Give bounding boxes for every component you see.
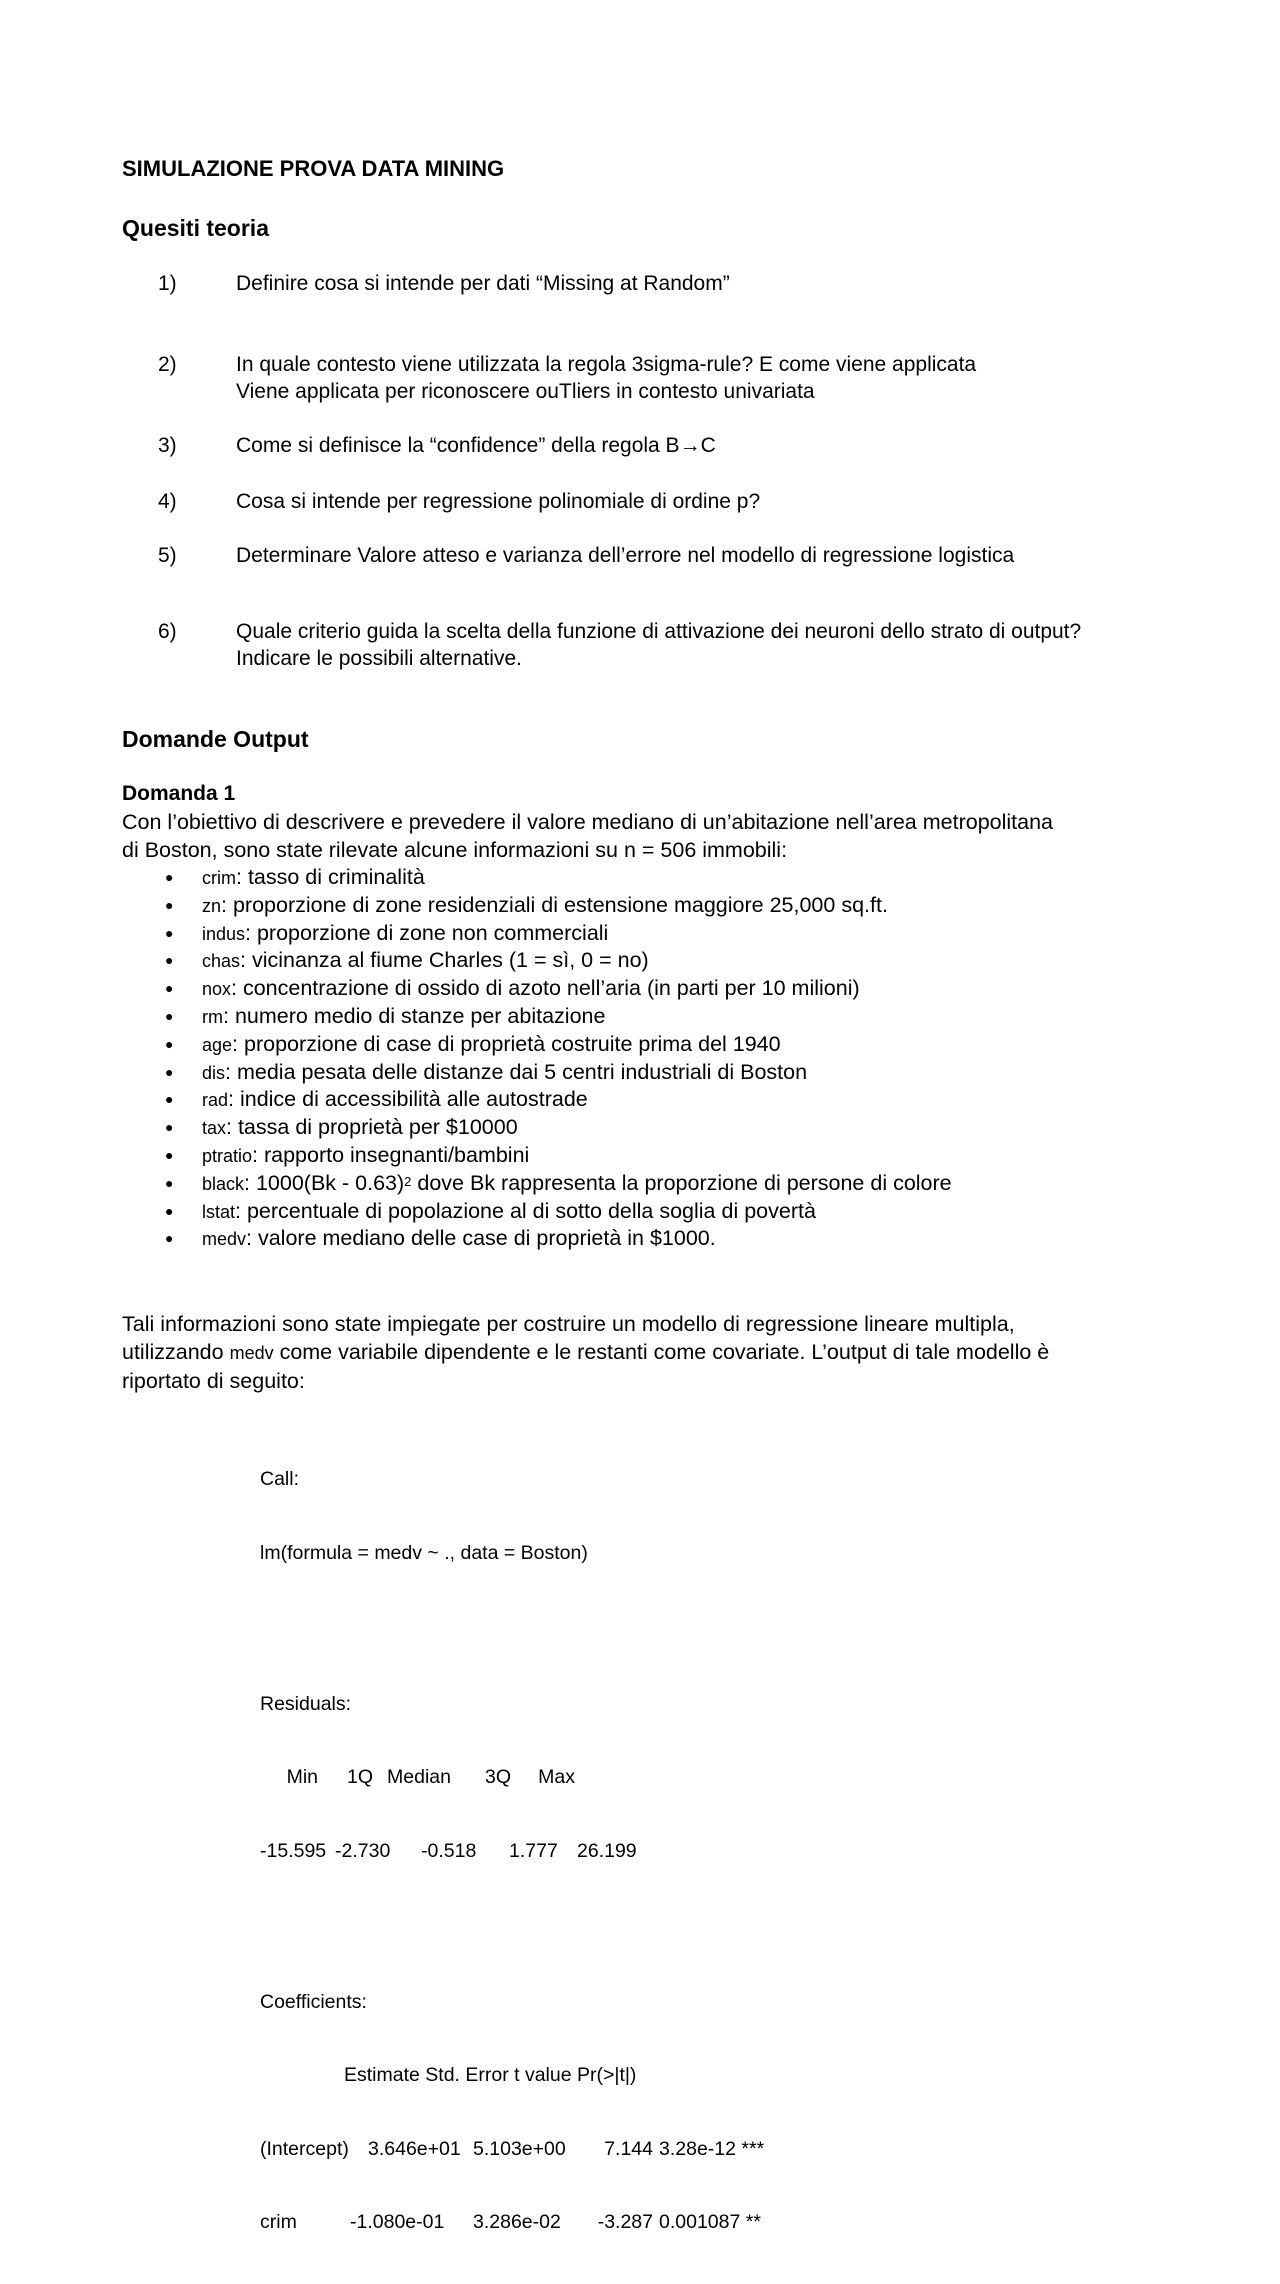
- variable-desc: : concentrazione di ossido di azoto nell’aria (in parti per 10 milioni): [231, 976, 860, 1001]
- residuals-value: -2.730: [335, 1839, 391, 1862]
- residuals-value: 26.199: [577, 1839, 637, 1862]
- coef-cell: 3.286e-02: [473, 2211, 561, 2233]
- residuals-header-cell: 3Q: [484, 1766, 511, 1788]
- bullet-icon: ●: [165, 1230, 174, 1247]
- variable-name: lstat: [202, 1201, 236, 1222]
- bullet-icon: ●: [165, 1063, 174, 1080]
- variable-desc: : valore mediano delle case di proprietà in $1000.: [246, 1226, 716, 1251]
- paragraph-line: riportato di seguito:: [122, 1369, 305, 1393]
- question-text-continued: Indicare le possibili alternative.: [236, 647, 522, 670]
- blank-line: [260, 1912, 755, 1937]
- bullet-icon: ●: [165, 896, 174, 913]
- residuals-header-cell: Max: [538, 1766, 575, 1788]
- list-item: [165, 864, 952, 892]
- variable-desc: : indice di accessibilità alle autostrade: [228, 1087, 588, 1112]
- question-text: Quale criterio guida la scelta della funzione di attivazione dei neuroni dello strato di output?: [236, 620, 1082, 643]
- variable-name: dis: [202, 1062, 226, 1083]
- paragraph-text: come variabile dipendente e le restanti come covariate. L’output di tale modello è: [273, 1340, 1050, 1364]
- variable-desc: : tassa di proprietà per $10000: [226, 1115, 518, 1140]
- list-item: [165, 892, 952, 920]
- question-answer-note: Viene applicata per riconoscere ouTliers in contesto univariata: [236, 380, 815, 403]
- variable-name: black: [202, 1173, 245, 1194]
- coef-cell: 3.28e-12 ***: [659, 2137, 765, 2160]
- residuals-value: -0.518: [421, 1839, 477, 1862]
- question-number: 6): [158, 620, 177, 643]
- bullet-icon: ●: [165, 1174, 174, 1191]
- question-3: [158, 434, 716, 458]
- list-item: [165, 1225, 952, 1253]
- variable-desc: : rapporto insegnanti/bambini: [252, 1142, 530, 1167]
- code-line: Call:: [260, 1468, 300, 1490]
- residuals-header-cell: Min: [286, 1766, 318, 1788]
- residuals-header-cell: 1Q: [346, 1766, 373, 1788]
- bullet-icon: ●: [165, 1202, 174, 1219]
- residuals-header: [260, 1765, 755, 1790]
- list-item: [165, 975, 952, 1003]
- variable-desc: : percentuale di popolazione al di sotto della soglia di povertà: [235, 1198, 816, 1223]
- variable-name: nox: [202, 979, 232, 1000]
- table-row: [260, 2210, 761, 2235]
- question-text: Definire cosa si intende per dati “Missing at Random”: [236, 272, 730, 295]
- bullet-icon: ●: [165, 1146, 174, 1163]
- variable-desc: : tasso di criminalità: [236, 865, 425, 889]
- variable-name: rad: [202, 1090, 229, 1111]
- list-item: [165, 1003, 952, 1031]
- code-line: lm(formula = medv ~ ., data = Boston): [260, 1541, 588, 1564]
- coef-cell: 7.144: [604, 2137, 653, 2160]
- variable-name: chas: [202, 951, 241, 972]
- residuals-value: 1.777: [509, 1839, 558, 1862]
- variable-desc: : vicinanza al fiume Charles (1 = sì, 0 = no): [240, 948, 649, 973]
- variable-name: crim: [202, 868, 236, 888]
- variable-name: zn: [202, 895, 222, 916]
- list-item: [165, 1198, 952, 1226]
- coef-cell: 0.001087 **: [659, 2211, 761, 2233]
- bullet-icon: ●: [165, 924, 174, 941]
- intro-line: di Boston, sono state rilevate alcune informazioni su n = 506 immobili:: [122, 838, 788, 862]
- output-heading: Domande Output: [122, 726, 309, 752]
- bullet-icon: ●: [165, 952, 174, 969]
- paragraph-line: [122, 1338, 1182, 1367]
- bullet-icon: ●: [165, 1119, 174, 1136]
- question-1: [158, 272, 730, 296]
- variable-name: medv: [202, 1229, 247, 1250]
- question-number: 4): [158, 490, 177, 513]
- question-number: 2): [158, 353, 177, 376]
- variable-desc: : numero medio di stanze per abitazione: [223, 1003, 606, 1028]
- variable-desc: : proporzione di zone residenziali di estensione maggiore 25,000 sq.ft.: [221, 892, 888, 917]
- list-item: [165, 1170, 952, 1198]
- question-text: Determinare Valore atteso e varianza dell’errore nel modello di regressione logistica: [236, 544, 1015, 567]
- coef-cell: -3.287: [597, 2211, 653, 2233]
- r-output: [260, 1418, 765, 2284]
- list-item: [165, 1142, 952, 1170]
- variable-name: age: [202, 1034, 233, 1055]
- question-number: 1): [158, 272, 177, 295]
- variable-list: [165, 864, 952, 1253]
- question-number: 3): [158, 434, 177, 457]
- question-4: [158, 490, 760, 514]
- question-text: In quale contesto viene utilizzata la regola 3sigma-rule? E come viene applicata: [236, 353, 977, 376]
- variable-desc: : media pesata delle distanze dai 5 centri industriali di Boston: [225, 1059, 808, 1084]
- intro-line: Con l’obiettivo di descrivere e prevedere il valore mediano di un’abitazione nell’area metropolitana: [122, 810, 1054, 834]
- question-text: Come si definisce la “confidence” della regola B→C: [236, 434, 716, 457]
- variable-name: rm: [202, 1006, 223, 1027]
- list-item: [165, 1086, 952, 1114]
- question-2: [158, 353, 976, 404]
- list-item: [165, 1114, 952, 1142]
- theory-heading: Quesiti teoria: [122, 215, 269, 241]
- table-row: [260, 2137, 765, 2162]
- code-line: Residuals:: [260, 1692, 352, 1715]
- bullet-icon: ●: [165, 869, 174, 885]
- residuals-value: -15.595: [260, 1839, 327, 1862]
- question-number: 5): [158, 544, 177, 567]
- bullet-icon: ●: [165, 1007, 174, 1024]
- bullet-icon: ●: [165, 1091, 174, 1108]
- list-item: [165, 947, 952, 975]
- coef-cell: 5.103e+00: [473, 2137, 566, 2160]
- document-title: SIMULAZIONE PROVA DATA MINING: [122, 156, 505, 181]
- coef-cell: 3.646e+01: [368, 2137, 461, 2160]
- list-item: [165, 920, 952, 948]
- model-description: [122, 1310, 1182, 1395]
- list-item: [165, 1059, 952, 1087]
- question-5: [158, 544, 1014, 568]
- residuals-header-cell: Median: [387, 1766, 451, 1788]
- question-6: [158, 620, 1081, 671]
- residuals-values: [260, 1839, 755, 1864]
- coef-cell: crim: [260, 2211, 297, 2233]
- variable-desc: : proporzione di zone non commerciali: [245, 920, 609, 945]
- coef-cell: -1.080e-01: [350, 2211, 445, 2233]
- variable-name: tax: [202, 1118, 227, 1139]
- variable-name: indus: [202, 923, 246, 944]
- coefficients-header: Estimate Std. Error t value Pr(>|t|): [344, 2064, 637, 2086]
- paragraph-line: Tali informazioni sono state impiegate per costruire un modello di regressione lineare multipla,: [122, 1312, 1015, 1336]
- list-item: [165, 1031, 952, 1059]
- code-line: Coefficients:: [260, 1990, 367, 2013]
- coef-cell: (Intercept): [260, 2137, 349, 2160]
- superscript: 2: [404, 1173, 412, 1189]
- blank-line: [260, 1614, 755, 1639]
- variable-name: ptratio: [202, 1145, 253, 1166]
- paragraph-text: utilizzando: [122, 1340, 230, 1364]
- bullet-icon: ●: [165, 980, 174, 997]
- domanda-1-intro: [122, 808, 1182, 864]
- bullet-icon: ●: [165, 1035, 174, 1052]
- variable-name: medv: [229, 1343, 274, 1363]
- question-text: Cosa si intende per regressione polinomiale di ordine p?: [236, 490, 761, 513]
- domanda-1-heading: Domanda 1: [122, 782, 236, 805]
- variable-desc: : 1000(Bk - 0.63): [244, 1170, 405, 1195]
- variable-desc: : proporzione di case di proprietà costruite prima del 1940: [232, 1031, 781, 1056]
- variable-desc-continued: dove Bk rappresenta la proporzione di persone di colore: [411, 1170, 952, 1195]
